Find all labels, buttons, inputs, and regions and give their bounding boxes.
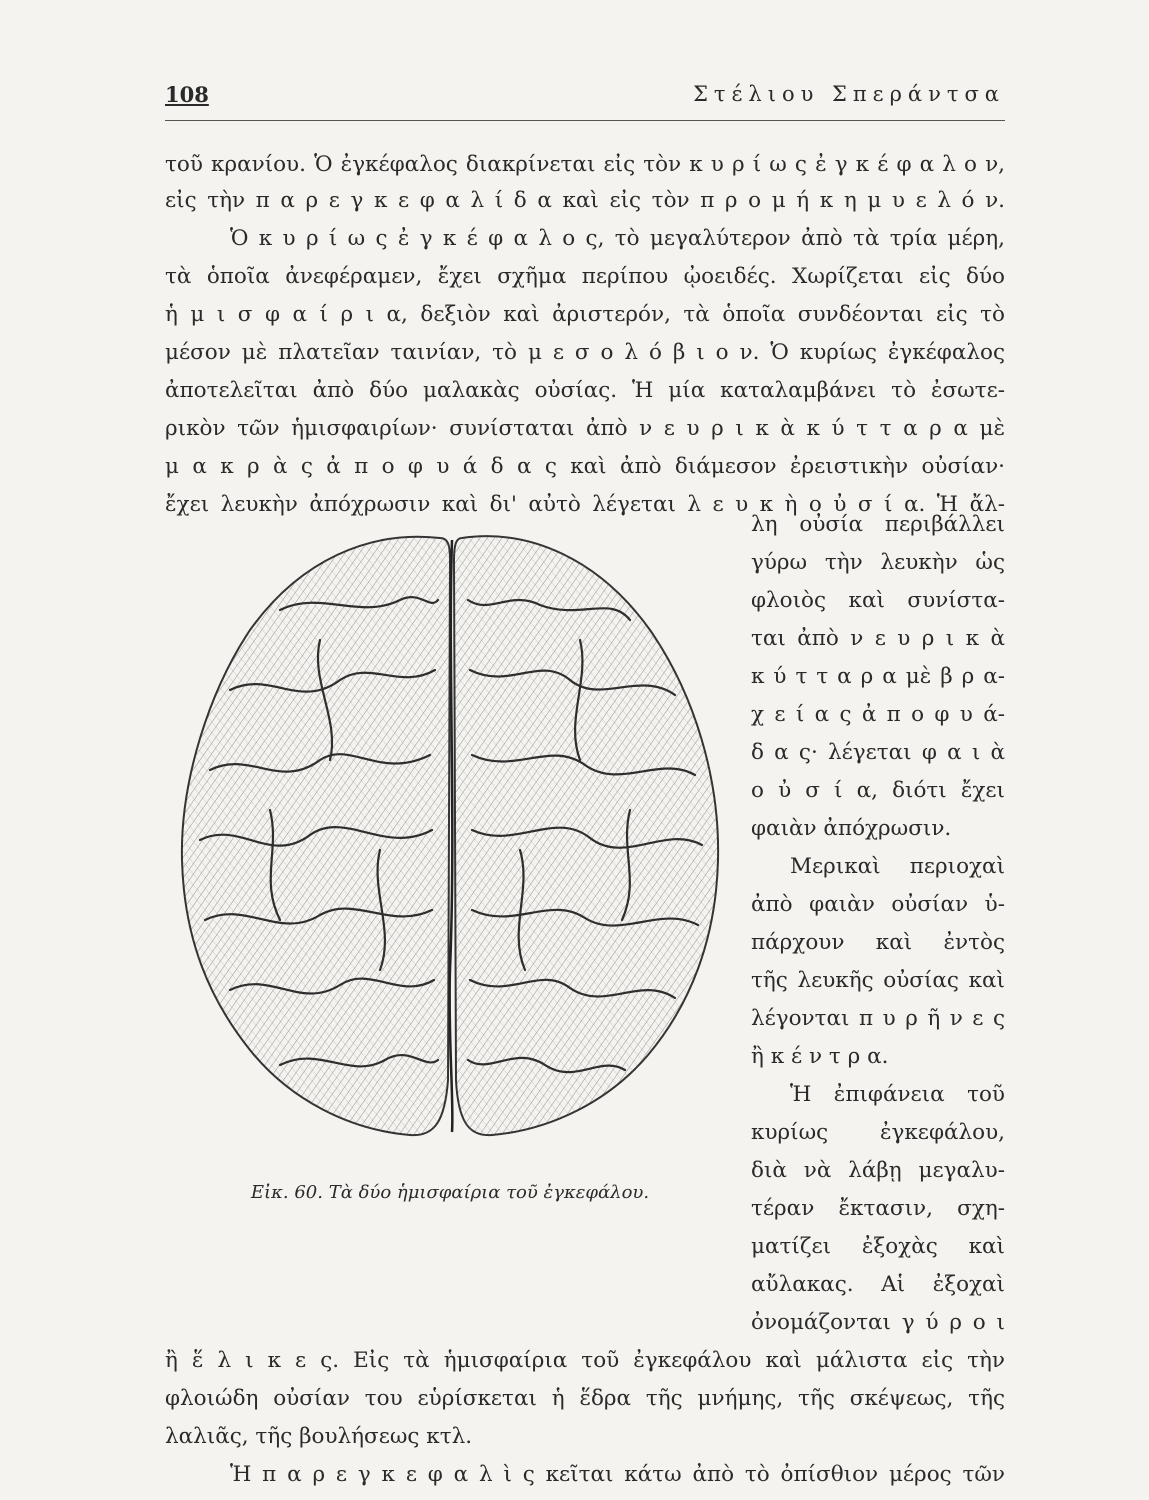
text-line: φλοιώδη οὐσίαν του εὑρίσκεται ἡ ἕδρα τῆς μνήμης, τῆς σκέψεως, τῆς [165,1386,1005,1411]
text-line: ἀποτελεῖται ἀπὸ δύο μαλακὰς οὐσίας. Ἡ μία καταλαμβάνει τὸ ἐσωτε- [165,378,1005,403]
text-line: ται ἀπὸ ν ε υ ρ ι κ ὰ [751,626,1005,651]
text-line: φλοιὸς καὶ συνίστα- [751,588,1005,613]
text-line: Ὁ κ υ ρ ί ω ς ἐ γ κ έ φ α λ ο ς, τὸ μεγαλύτερον ἀπὸ τὰ τρία μέρη, [230,226,1005,251]
text-line: αὔλακας. Αἱ ἐξοχαὶ [751,1272,1005,1297]
text-line: ἢ ἕ λ ι κ ε ς. Εἰς τὰ ἡμισφαίρια τοῦ ἐγκεφάλου καὶ μάλιστα εἰς τὴν [165,1348,1005,1373]
text-line: πάρχουν καὶ ἐντὸς [751,930,1005,955]
text-line: ἔχει λευκὴν ἀπόχρωσιν καὶ δι' αὐτὸ λέγεται λ ε υ κ ὴ ο ὐ σ ί α. Ἡ ἄλ- [165,492,1005,517]
brain-illustration [170,520,735,1150]
text-line: κυρίως ἐγκεφάλου, [751,1120,1005,1145]
page-header [165,80,1005,121]
text-line: χ ε ί α ς ἀ π ο φ υ ά- [751,702,1005,727]
text-line: ματίζει ἐξοχὰς καὶ [751,1234,1005,1259]
text-line: ἡ μ ι σ φ α ί ρ ι α, δεξιὸν καὶ ἀριστερόν, τὰ ὁποῖα συνδέονται εἰς τὸ [165,302,1005,327]
text-line: γύρω τὴν λευκὴν ὡς [751,550,1005,575]
text-line: λαλιᾶς, τῆς βουλήσεως κτλ. [165,1424,473,1449]
text-line: δ α ς· λέγεται φ α ι ὰ [751,740,1005,765]
text-line: τὰ ὁποῖα ἀνεφέραμεν, ἔχει σχῆμα περίπου ᾠοειδές. Χωρίζεται εἰς δύο [165,264,1005,289]
text-line: ὀνομάζονται γ ύ ρ ο ι [751,1310,1005,1335]
text-line: ρικὸν τῶν ἡμισφαιρίων· συνίσταται ἀπὸ ν ε υ ρ ι κ ὰ κ ύ τ τ α ρ α μὲ [165,416,1005,441]
text-line: εἰς τὴν π α ρ ε γ κ ε φ α λ ί δ α καὶ εἰς τὸν π ρ ο μ ή κ η μ υ ε λ ό ν. [165,188,1005,213]
text-line: Ἡ π α ρ ε γ κ ε φ α λ ὶ ς κεῖται κάτω ἀπὸ τὸ ὀπίσθιον μέρος τῶν [230,1462,1005,1487]
text-line: λη οὐσία περιβάλλει [751,512,1005,537]
running-head: Στέλιου Σπεράντσα [693,82,1005,106]
text-line: λέγονται π υ ρ ῆ ν ε ς [751,1006,1005,1031]
text-line: ο ὐ σ ί α, διότι ἔχει [751,778,1005,803]
text-line: τῆς λευκῆς οὐσίας καὶ [751,968,1005,993]
text-line: μ α κ ρ ὰ ς ἀ π ο φ υ ά δ α ς καὶ ἀπὸ διάμεσον ἐρειστικὴν οὐσίαν· [165,454,1005,479]
figure-caption: Εἰκ. 60. Τὰ δύο ἡμισφαίρια τοῦ ἐγκεφάλου. [250,1182,650,1203]
text-line: φαιὰν ἀπόχρωσιν. [751,816,952,841]
text-line: μέσον μὲ πλατεῖαν ταινίαν, τὸ μ ε σ ο λ ό β ι ο ν. Ὁ κυρίως ἐγκέφαλος [165,340,1005,365]
text-line: ἢ κ έ ν τ ρ α. [751,1044,889,1069]
text-line: διὰ νὰ λάβῃ μεγαλυ- [751,1158,1005,1183]
page-number: 108 [165,82,209,107]
text-line: κ ύ τ τ α ρ α μὲ β ρ α- [751,664,1005,689]
text-line: ἀπὸ φαιὰν οὐσίαν ὑ- [751,892,1005,917]
text-line: τοῦ κρανίου. Ὁ ἐγκέφαλος διακρίνεται εἰς τὸν κ υ ρ ί ω ς ἐ γ κ έ φ α λ ο ν, [165,152,1005,177]
text-line: Ἡ ἐπιφάνεια τοῦ [790,1082,1005,1107]
text-line: Μερικαὶ περιοχαὶ [790,854,1005,879]
text-line: τέραν ἔκτασιν, σχη- [751,1196,1005,1221]
